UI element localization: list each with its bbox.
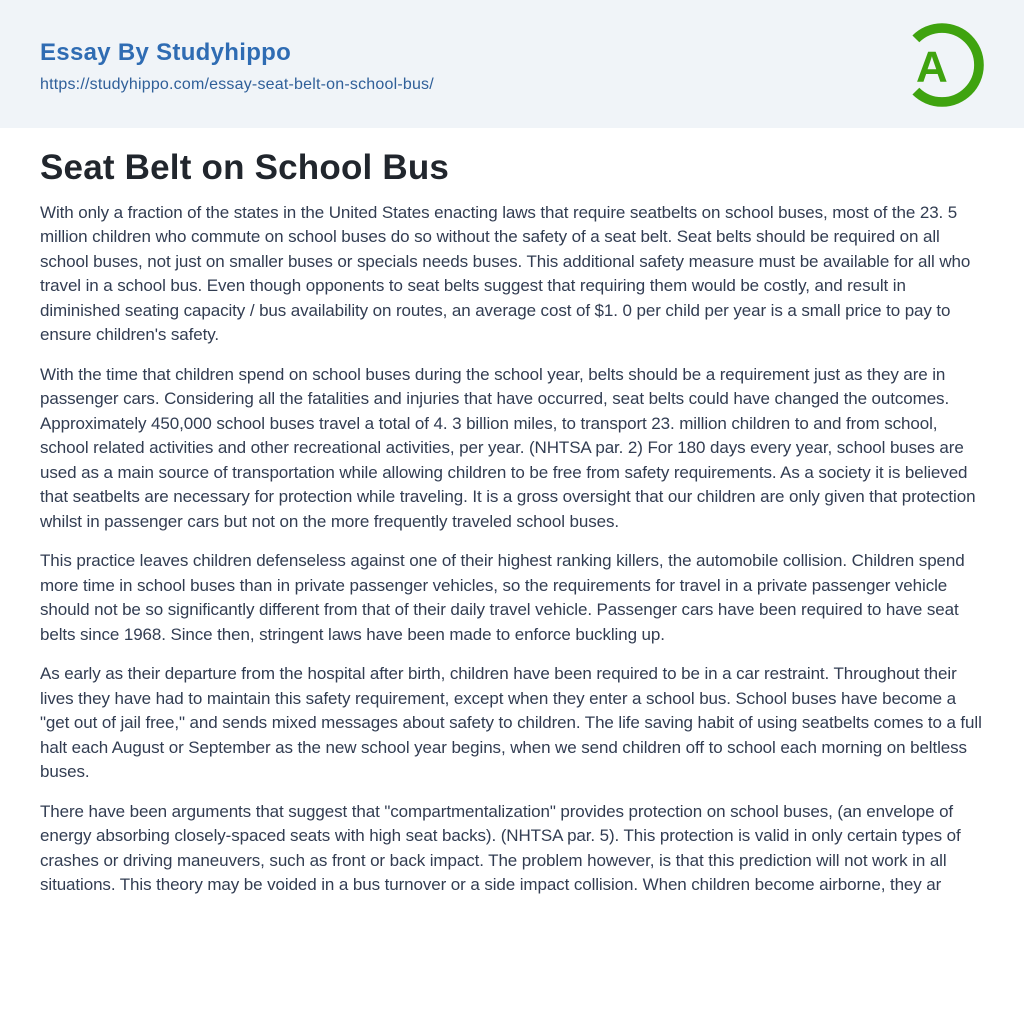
studyhippo-logo: [898, 21, 986, 109]
essay-paragraph-3: This practice leaves children defenseless against one of their highest ranking killers, the automobile collision. Children spend more time in school buses than in private passenger vehicles, so the requirements for travel in a private passenger vehicle should not be so significantly different from that of their daily travel vehicle. Passenger cars have been required to have seat belts since 1968. Since then, stringent laws have been made to enforce buckling up.: [40, 551, 965, 644]
essay-paragraph-2: With the time that children spend on school buses during the school year, belts should be a requirement just as they are in passenger cars. Considering all the fatalities and injuries that have occurred, seat belts could have changed the outcomes. Approximately 450,000 school buses travel a total of 4. 3 billion miles, to transport 23. million children to and from school, school related activities and other recreational activities, per year. (NHTSA par. 2) For 180 days every year, school buses are used as a main source of transportation while allowing children to be free from safety requirements. As a society it is believed that seatbelts are necessary for protection while traveling. It is a gross oversight that our children are only given that protection whilst in passenger cars but not on the more frequently traveled school buses.: [40, 364, 976, 531]
essay-url-link[interactable]: https://studyhippo.com/essay-seat-belt-on-school-bus/: [40, 76, 434, 94]
page-title: Seat Belt on School Bus: [40, 148, 450, 187]
header-text-block: [40, 40, 434, 94]
essay-paragraph-1: With only a fraction of the states in the United States enacting laws that require seatbelts on school buses, most of the 23. 5 million children who commute on school buses do so without the safety of a seat belt. Seat belts should be required on all school buses, not just on smaller buses or specials needs buses. This additional safety measure must be available for all who travel in a school bus. Even though opponents to seat belts suggest that requiring them would be costly, and result in diminished seating capacity / bus availability on routes, an average cost of $1. 0 per child per year is a small price to pay to ensure children's safety.: [40, 202, 971, 345]
essay-byline-title: Essay By Studyhippo: [40, 39, 292, 66]
essay-content: [0, 128, 1024, 898]
header-banner: [0, 0, 1024, 128]
logo-letter: A: [915, 42, 948, 92]
essay-paragraph-5: There have been arguments that suggest that "compartmentalization" provides protection on school buses, (an envelope of energy absorbing closely-spaced seats with high seat backs). (NHTSA par. 5). This protection is valid in only certain types of crashes or driving maneuvers, such as front or back impact. The problem however, is that this prediction will not work in all situations. This theory may be voided in a bus turnover or a side impact collision. When children become airborne, they ar: [40, 801, 961, 895]
essay-paragraph-4: As early as their departure from the hospital after birth, children have been required to be in a car restraint. Throughout their lives they have had to maintain this safety requirement, except when they enter a school bus. School buses have become a "get out of jail free," and sends mixed messages about safety to children. The life saving habit of using seatbelts comes to a full halt each August or September as the new school year begins, when we send children off to school each morning on beltless buses.: [40, 664, 982, 782]
studyhippo-logo-icon: [898, 21, 986, 109]
